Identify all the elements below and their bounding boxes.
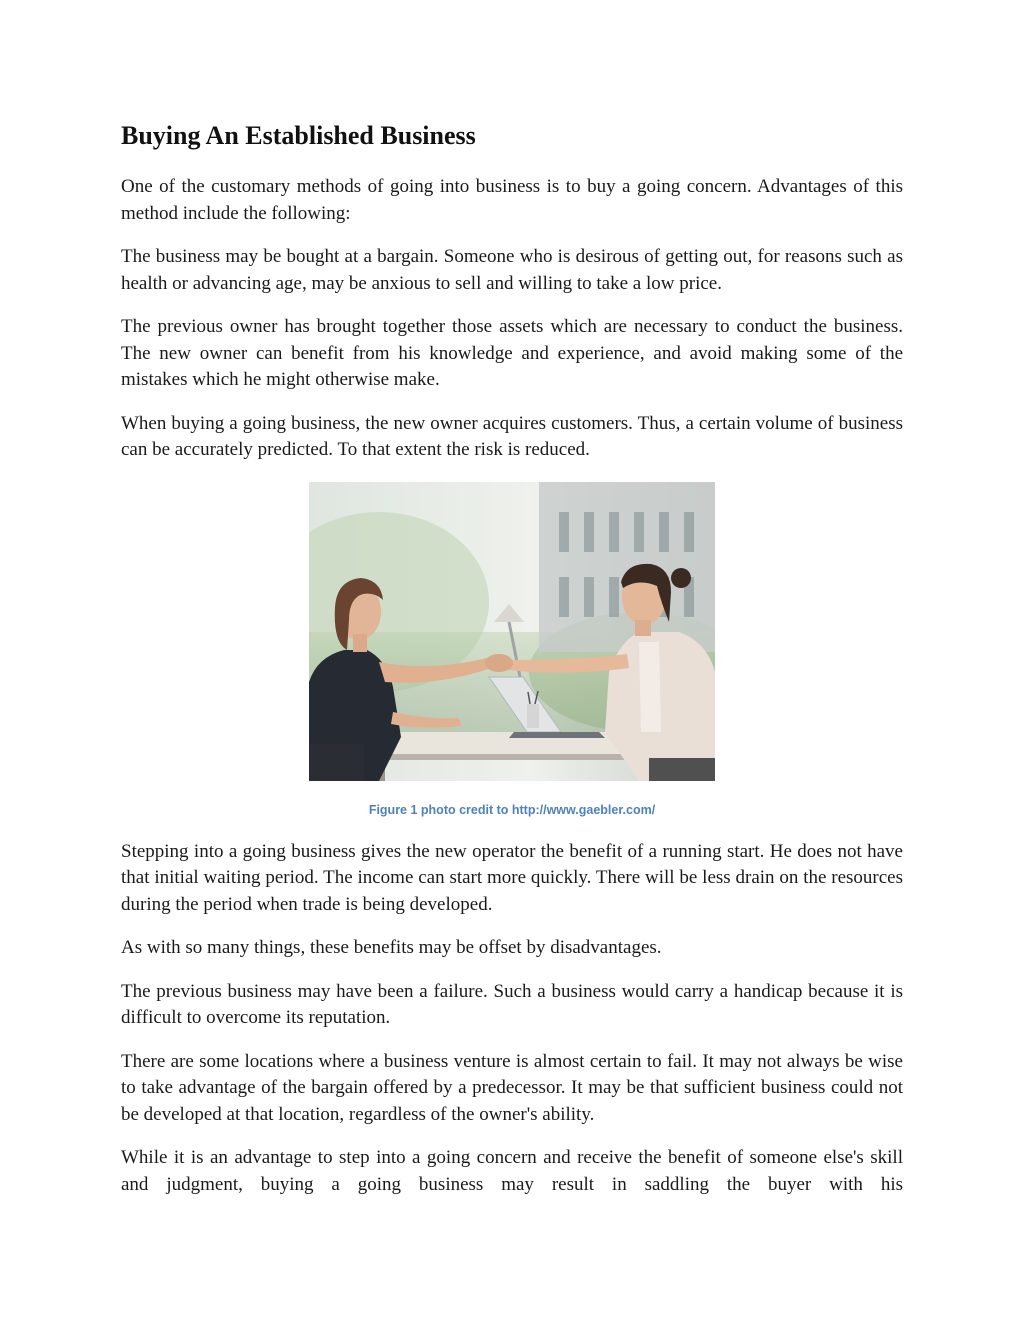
paragraph: There are some locations where a business venture is almost certain to fail. It may not always be wise to take advantage of the bargain offered by a predecessor. It may be that sufficient business could not be developed at that location, regardless of the owner's ability. [121,1050,903,1125]
paragraph: As with so many things, these benefits may be offset by disadvantages. [121,937,662,958]
figure-caption: Figure 1 photo credit to http://www.gaebler.com/ [368,802,656,817]
figure [121,482,903,818]
paragraph: Stepping into a going business gives the new operator the benefit of a running start. He does not have that initial waiting period. The income can start more quickly. There will be less drain on the resources during the period when trade is being developed. [121,840,903,915]
paragraph: While it is an advantage to step into a going concern and receive the benefit of someone else's skill and judgment, buying a going business may result in saddling the buyer with his [121,1147,903,1195]
handshake-photo [309,482,715,781]
paragraph: One of the customary methods of going into business is to buy a going concern. Advantages of this method include the following: [121,176,903,224]
page-title: Buying An Established Business [121,121,476,150]
paragraph: The business may be bought at a bargain. Someone who is desirous of getting out, for reasons such as health or advancing age, may be anxious to sell and willing to take a low price. [121,246,903,294]
paragraph: When buying a going business, the new owner acquires customers. Thus, a certain volume of business can be accurately predicted. To that extent the risk is reduced. [121,412,903,460]
document-page [121,118,903,1215]
paragraph: The previous business may have been a failure. Such a business would carry a handicap because it is difficult to overcome its reputation. [121,980,903,1028]
paragraph: The previous owner has brought together those assets which are necessary to conduct the business. The new owner can benefit from his knowledge and experience, and avoid making some of the mistakes which he might otherwise make. [121,316,903,390]
